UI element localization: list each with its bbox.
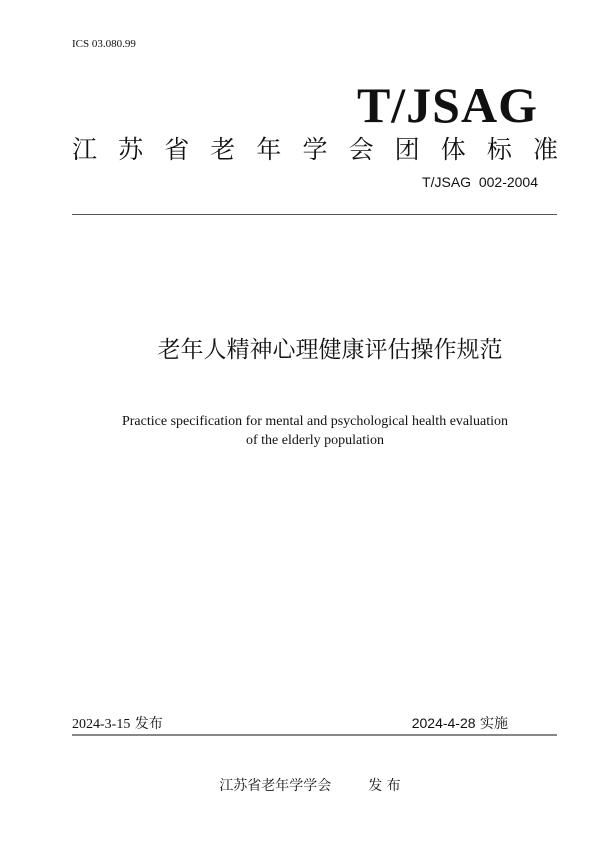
document-title: 老年人精神心理健康评估操作规范 — [157, 337, 503, 363]
org-standard-heading — [72, 134, 558, 166]
char: 体 — [440, 135, 466, 164]
top-divider — [72, 214, 557, 215]
char: 江 — [72, 135, 98, 164]
char: 学 — [302, 135, 328, 164]
char: 老 — [210, 135, 236, 164]
standard-logo: T/JSAG — [356, 77, 538, 133]
char: 省 — [164, 135, 190, 164]
char: 团 — [394, 135, 420, 164]
publisher-name: 江苏省老年学学会 — [219, 778, 332, 794]
char: 苏 — [118, 135, 144, 164]
implement-label: 实施 — [480, 716, 508, 732]
ics-code: ICS 03.080.99 — [72, 38, 136, 50]
bottom-divider — [72, 734, 557, 736]
english-title-line: Practice specification for mental and psychological health evaluation — [121, 414, 509, 429]
english-title-line: of the elderly population — [245, 433, 385, 448]
publisher — [0, 775, 600, 795]
standard-number: T/JSAG 002-2004 — [422, 174, 538, 190]
implement-date-value: 2024-4-28 — [411, 715, 476, 731]
char: 年 — [256, 135, 282, 164]
english-title — [0, 412, 600, 450]
implement-date — [412, 713, 508, 733]
issue-label: 发布 — [134, 716, 163, 732]
char: 标 — [486, 135, 512, 164]
char: 会 — [348, 135, 374, 164]
issue-date — [72, 713, 163, 733]
publisher-label: 发 布 — [368, 778, 401, 794]
issue-date-value: 2024-3-15 — [72, 717, 131, 732]
char: 准 — [532, 135, 558, 164]
